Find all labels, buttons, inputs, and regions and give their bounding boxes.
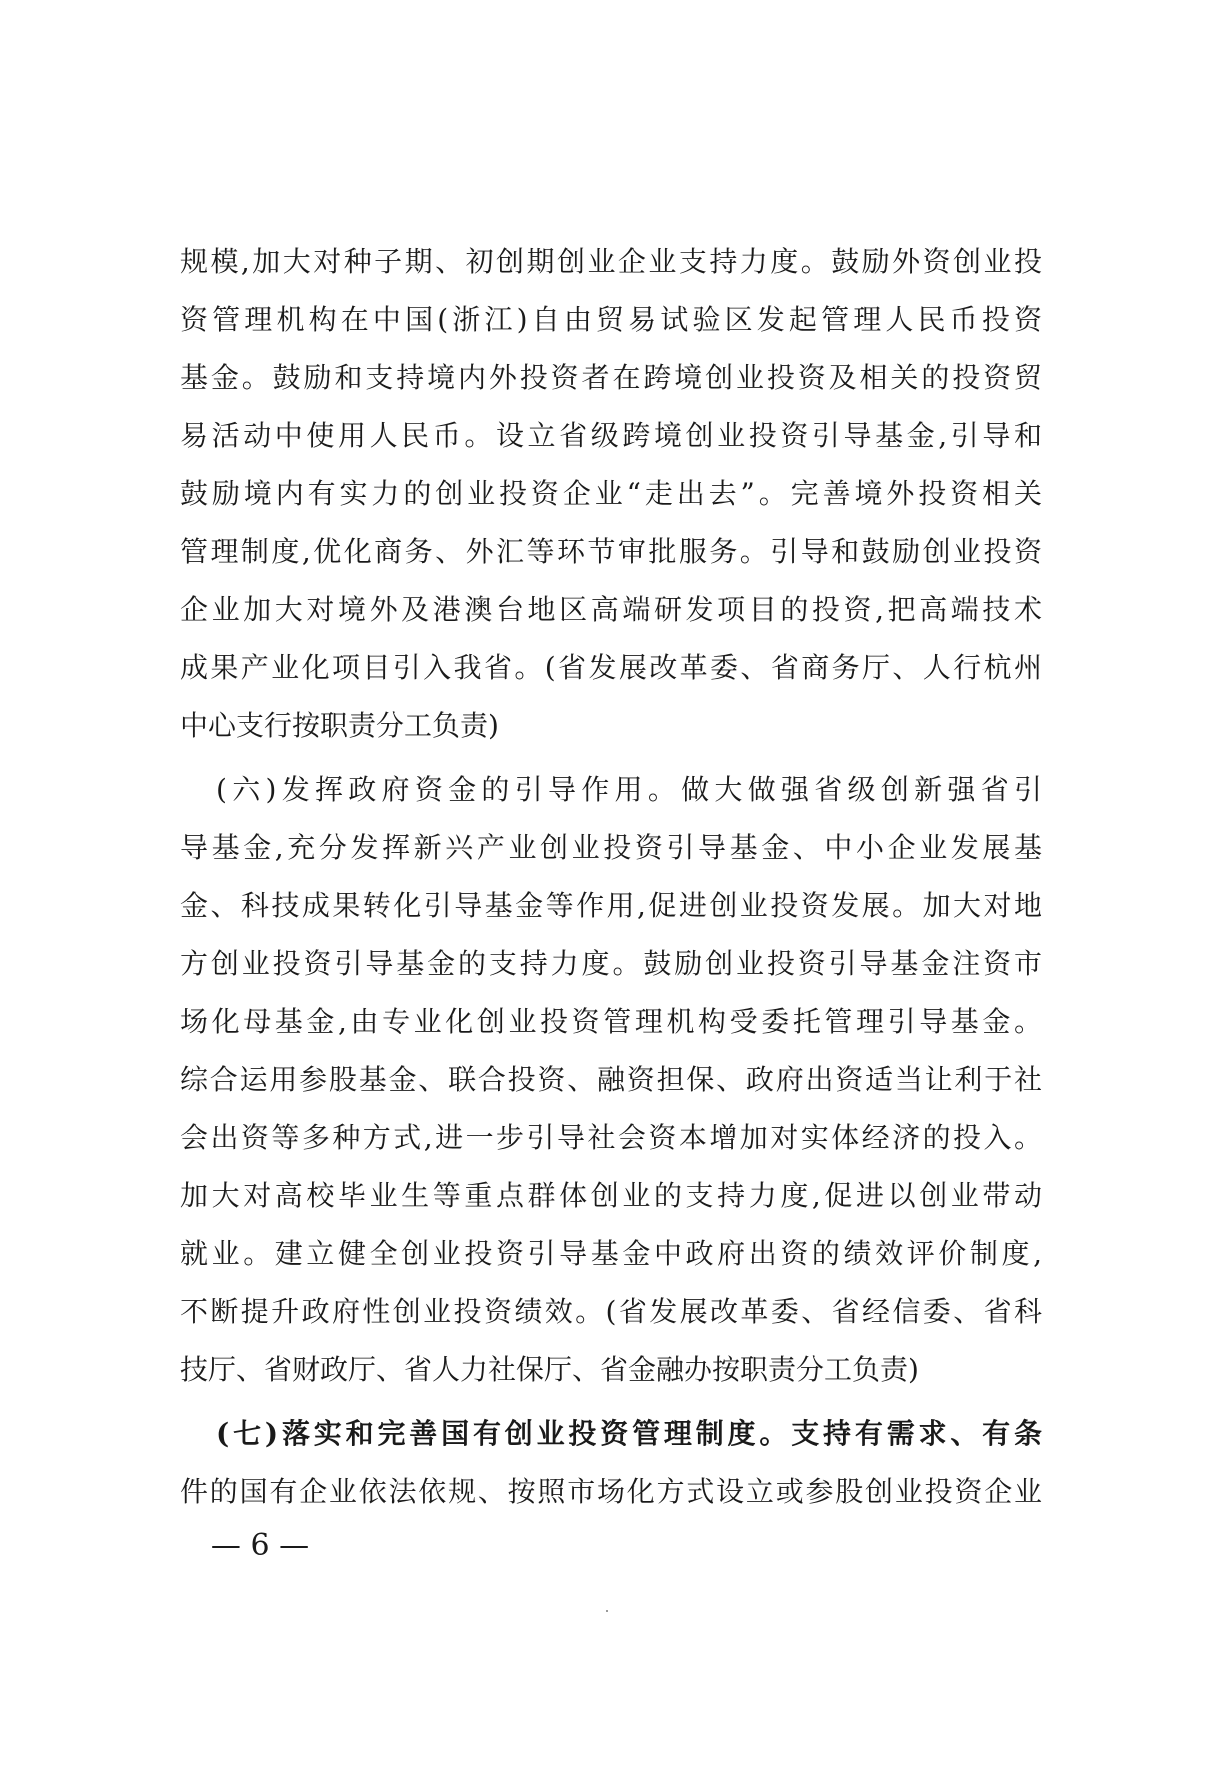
text-line: 不断提升政府性创业投资绩效。(省发展改革委、省经信委、省科: [180, 1295, 1042, 1328]
text-line: 件的国有企业依法依规、按照市场化方式设立或参股创业投资企业: [180, 1475, 1042, 1508]
text-line: 加大对高校毕业生等重点群体创业的支持力度,促进以创业带动: [180, 1179, 1042, 1212]
text-line: 导基金,充分发挥新兴产业创业投资引导基金、中小企业发展基: [180, 831, 1042, 864]
text-line: 中心支行按职责分工负责): [180, 709, 499, 742]
text-line: 鼓励境内有实力的创业投资企业“走出去”。完善境外投资相关: [180, 477, 1042, 510]
text-line: 技厅、省财政厅、省人力社保厅、省金融办按职责分工负责): [180, 1353, 919, 1386]
text-line: 场化母基金,由专业化创业投资管理机构受委托管理引导基金。: [180, 1005, 1042, 1038]
text-line: 成果产业化项目引入我省。(省发展改革委、省商务厅、人行杭州: [180, 651, 1042, 684]
text-line: 方创业投资引导基金的支持力度。鼓励创业投资引导基金注资市: [180, 947, 1042, 980]
text-line: 规模,加大对种子期、初创期创业企业支持力度。鼓励外资创业投: [180, 245, 1042, 278]
text-line: 管理制度,优化商务、外汇等环节审批服务。引导和鼓励创业投资: [180, 535, 1042, 568]
text-line: 金、科技成果转化引导基金等作用,促进创业投资发展。加大对地: [180, 889, 1042, 922]
page-number: — 6 —: [210, 1528, 310, 1563]
text-line: 会出资等多种方式,进一步引导社会资本增加对实体经济的投入。: [180, 1121, 1042, 1154]
text-line: 就业。建立健全创业投资引导基金中政府出资的绩效评价制度,: [180, 1237, 1042, 1270]
section-heading-line: (七)落实和完善国有创业投资管理制度。支持有需求、有条: [216, 1417, 1042, 1450]
scan-speck: [606, 1610, 608, 1612]
text-line: 企业加大对境外及港澳台地区高端研发项目的投资,把高端技术: [180, 593, 1042, 626]
section-heading-line: (六)发挥政府资金的引导作用。做大做强省级创新强省引: [216, 773, 1042, 806]
text-line: 易活动中使用人民币。设立省级跨境创业投资引导基金,引导和: [180, 419, 1042, 452]
text-line: 基金。鼓励和支持境内外投资者在跨境创业投资及相关的投资贸: [180, 361, 1042, 394]
text-line: 综合运用参股基金、联合投资、融资担保、政府出资适当让利于社: [180, 1063, 1042, 1096]
text-line: 资管理机构在中国(浙江)自由贸易试验区发起管理人民币投资: [180, 303, 1042, 336]
